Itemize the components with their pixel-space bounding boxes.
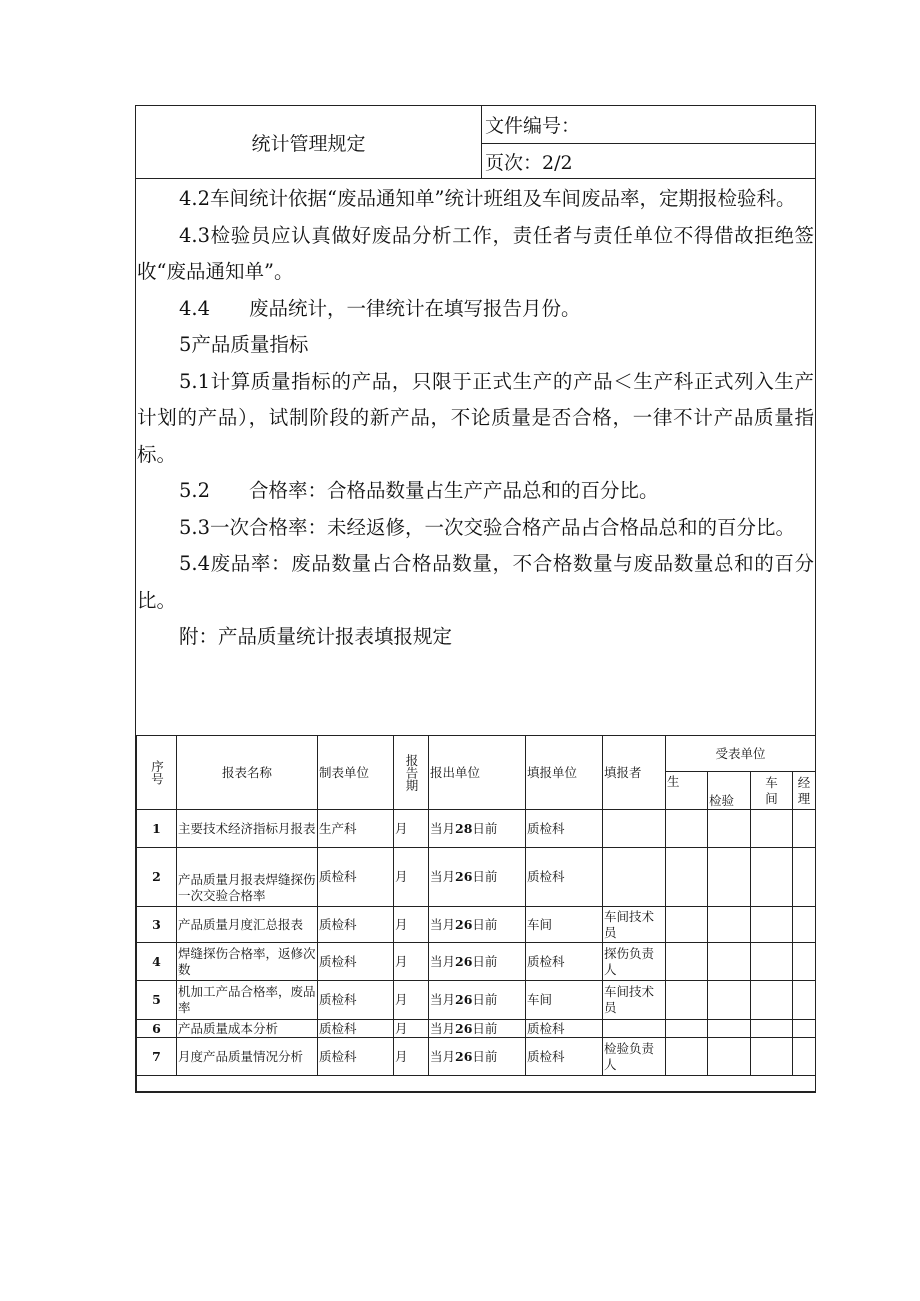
body-text [136, 181, 815, 656]
report-table [136, 735, 816, 1092]
header-recv-production: 生 [666, 772, 708, 810]
paragraph: 4.2车间统计依据“废品通知单”统计班组及车间废品率，定期报检验科。 [179, 187, 796, 210]
appendix-title: 附：产品质量统计报表填报规定 [179, 625, 453, 648]
table-row: 5 机加工产品合格率，废品率 质检科 月 当月26日前 车间 车间技术员 [137, 981, 816, 1020]
header-period: 报告期 [394, 736, 429, 810]
paragraph: 5.3一次合格率：未经返修，一次交验合格产品占合格品总和的百分比。 [179, 515, 796, 539]
header-maker: 制表单位 [318, 736, 394, 810]
header-recv-manager: 经理 [793, 772, 816, 810]
header-filler: 填报者 [603, 736, 666, 810]
page-number-label: 页次：2/2 [485, 152, 573, 174]
paragraph: 5.2 合格率：合格品数量占生产产品总和的百分比。 [179, 479, 659, 502]
table-row: 7 月度产品质量情况分析 质检科 月 当月26日前 质检科 检验负责人 [137, 1038, 816, 1076]
document-frame [135, 105, 816, 1093]
table-row: 6 产品质量成本分析 质检科 月 当月26日前 质检科 [137, 1020, 816, 1038]
table-row: 2 产品质量月报表焊缝探伤一次交验合格率 质检科 月 当月26日前 质检科 [137, 848, 816, 907]
header-report-name: 报表名称 [177, 736, 318, 810]
document-title: 统计管理规定 [136, 106, 482, 178]
document-number-label: 文件编号： [482, 106, 815, 144]
header-fill-unit: 填报单位 [526, 736, 603, 810]
paragraph: 5.4废品率：废品数量占合格品数量，不合格数量与废品数量总和的百分比。 [137, 552, 814, 612]
header-recv-workshop: 车间 [751, 772, 793, 810]
table-row: 4 焊缝探伤合格率，返修次数 质检科 月 当月26日前 质检科 探伤负责人 [137, 943, 816, 981]
document-header [136, 106, 815, 179]
header-recv-inspection: 检验 [708, 772, 751, 810]
header-receiving-unit: 受表单位 [666, 736, 816, 772]
paragraph: 5.1计算质量指标的产品，只限于正式生产的产品＜生产科正式列入生产计划的产品），试制阶段的新产品，不论质量是否合格，一律不计产品质量指标。 [137, 369, 814, 466]
paragraph: 4.3检验员应认真做好废品分析工作，责任者与责任单位不得借故拒绝签收“废品通知单”。 [137, 223, 814, 283]
header-seq: 序号 [137, 736, 177, 810]
header-report-unit: 报出单位 [429, 736, 526, 810]
paragraph: 4.4 废品统计，一律统计在填写报告月份。 [179, 296, 581, 320]
table-row: 1 主要技术经济指标月报表 生产科 月 当月28日前 质检科 [137, 810, 816, 848]
paragraph: 5产品质量指标 [179, 333, 309, 356]
table-footer-row [137, 1076, 816, 1092]
table-row: 3 产品质量月度汇总报表 质检科 月 当月26日前 车间 车间技术员 [137, 907, 816, 943]
